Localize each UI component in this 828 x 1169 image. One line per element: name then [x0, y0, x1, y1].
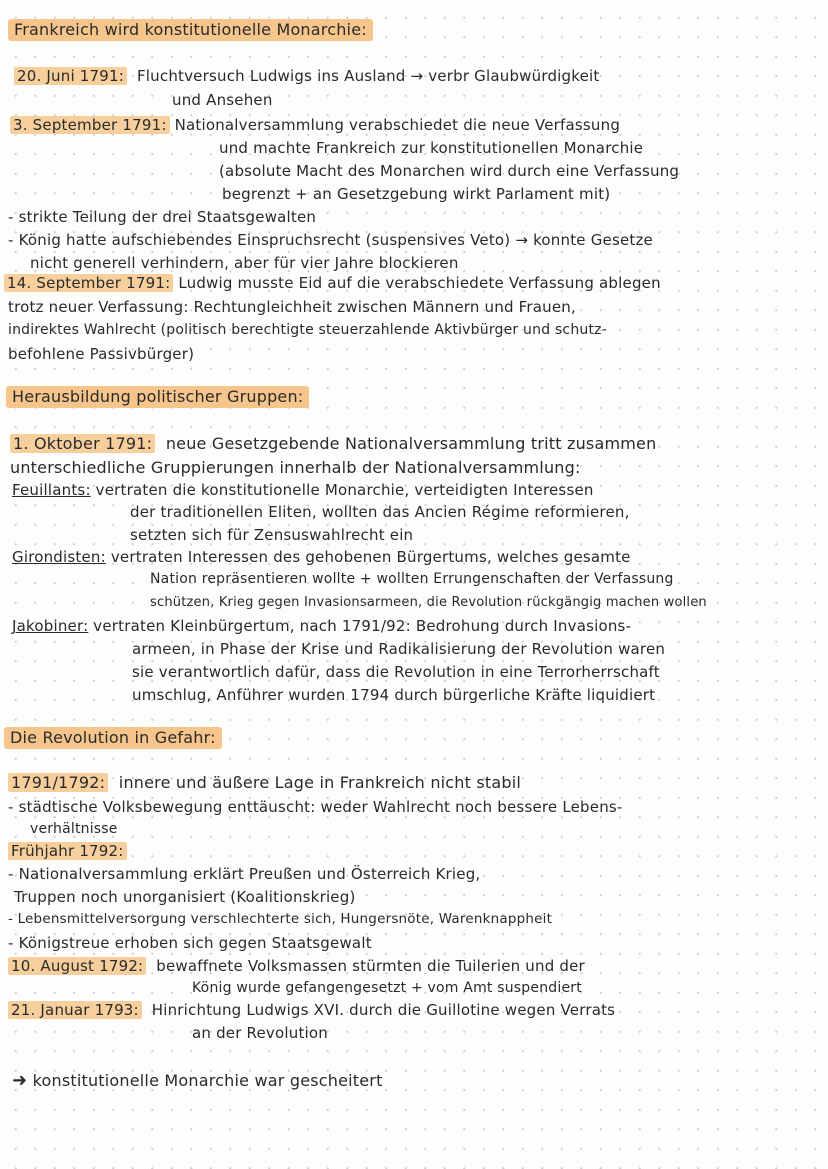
text-line: an der Revolution [192, 1024, 328, 1042]
text-line: indirektes Wahlrecht (politisch berechtigte steuerzahlende Aktivbürger und schutz- [8, 322, 607, 338]
text-line: befohlene Passivbürger) [8, 345, 195, 363]
conclusion: ➜ konstitutionelle Monarchie war gescheitert [12, 1070, 383, 1091]
section-heading-2: Herausbildung politischer Gruppen: [6, 387, 309, 406]
entry-8: 21. Januar 1793: Hinrichtung Ludwigs XVI. durch die Guillotine wegen Verrats [8, 1001, 615, 1019]
text-line: verhältnisse [30, 821, 118, 837]
text-line: unterschiedliche Gruppierungen innerhalb der Nationalversammlung: [10, 458, 581, 477]
text-line: Truppen noch unorganisiert (Koalitionskrieg) [14, 888, 356, 906]
text-line: König wurde gefangengesetzt + vom Amt suspendiert [192, 980, 582, 996]
text-line: trotz neuer Verfassung: Rechtungleichheit zwischen Männern und Frauen, [8, 298, 576, 316]
text-line: - Königstreue erhoben sich gegen Staatsgewalt [8, 934, 372, 952]
text-line: begrenzt + an Gesetzgebung wirkt Parlament mit) [222, 185, 611, 203]
text-line: setzten sich für Zensuswahlrecht ein [130, 526, 414, 544]
arrow-right-icon: → [410, 67, 424, 85]
text-line: und Ansehen [172, 91, 273, 109]
entry-3: 14. September 1791: Ludwig musste Eid auf die verabschiedete Verfassung ablegen [4, 274, 661, 292]
entry-6: Frühjahr 1792: [8, 842, 127, 860]
arrow-right-icon: → [515, 231, 529, 249]
entry-2: 3. September 1791: Nationalversammlung verabschiedet die neue Verfassung [10, 116, 620, 134]
group-girondisten: Girondisten: vertraten Interessen des gehobenen Bürgertums, welches gesamte [12, 548, 631, 566]
text-line: nicht generell verhindern, aber für vier Jahre blockieren [30, 254, 459, 272]
group-jakobiner: Jakobiner: vertraten Kleinbürgertum, nach 1791/92: Bedrohung durch Invasions- [12, 617, 632, 635]
entry-1: 20. Juni 1791: Fluchtversuch Ludwigs ins Ausland → verbr Glaubwürdigkeit [14, 67, 600, 85]
entry-5: 1791/1792: innere und äußere Lage in Frankreich nicht stabil [8, 773, 521, 792]
text-line: armeen, in Phase der Krise und Radikalisierung der Revolution waren [132, 640, 666, 658]
text-line: schützen, Krieg gegen Invasionsarmeen, die Revolution rückgängig machen wollen [150, 595, 707, 610]
text-line: - Nationalversammlung erklärt Preußen und Österreich Krieg, [8, 865, 481, 883]
section-heading-3: Die Revolution in Gefahr: [4, 728, 222, 747]
text-line: - König hatte aufschiebendes Einspruchsrecht (suspensives Veto) → konnte Gesetze [8, 231, 653, 249]
section-heading-1: Frankreich wird konstitutionelle Monarchie: [8, 20, 373, 39]
text-line: - städtische Volksbewegung enttäuscht: weder Wahlrecht noch bessere Lebens- [8, 798, 623, 816]
text-line: sie verantwortlich dafür, dass die Revolution in eine Terrorherrschaft [132, 663, 660, 681]
entry-7: 10. August 1792: bewaffnete Volksmassen stürmten die Tuilerien und der [8, 957, 585, 975]
text-line: umschlug, Anführer wurden 1794 durch bürgerliche Kräfte liquidiert [132, 686, 656, 704]
text-line: der traditionellen Eliten, wollten das Ancien Régime reformieren, [130, 503, 630, 521]
text-line: - Lebensmittelversorgung verschlechterte sich, Hungersnöte, Warenknappheit [8, 911, 553, 927]
text-line: Nation repräsentieren wollte + wollten Errungenschaften der Verfassung [150, 571, 674, 587]
arrow-right-icon: ➜ [12, 1070, 28, 1091]
group-feuillants: Feuillants: vertraten die konstitutionelle Monarchie, verteidigten Interessen [12, 481, 594, 499]
text-line: (absolute Macht des Monarchen wird durch eine Verfassung [219, 162, 680, 180]
entry-4: 1. Oktober 1791: neue Gesetzgebende Nationalversammlung tritt zusammen [10, 434, 656, 453]
text-line: und machte Frankreich zur konstitutionellen Monarchie [219, 139, 644, 157]
text-line: - strikte Teilung der drei Staatsgewalten [8, 208, 317, 226]
